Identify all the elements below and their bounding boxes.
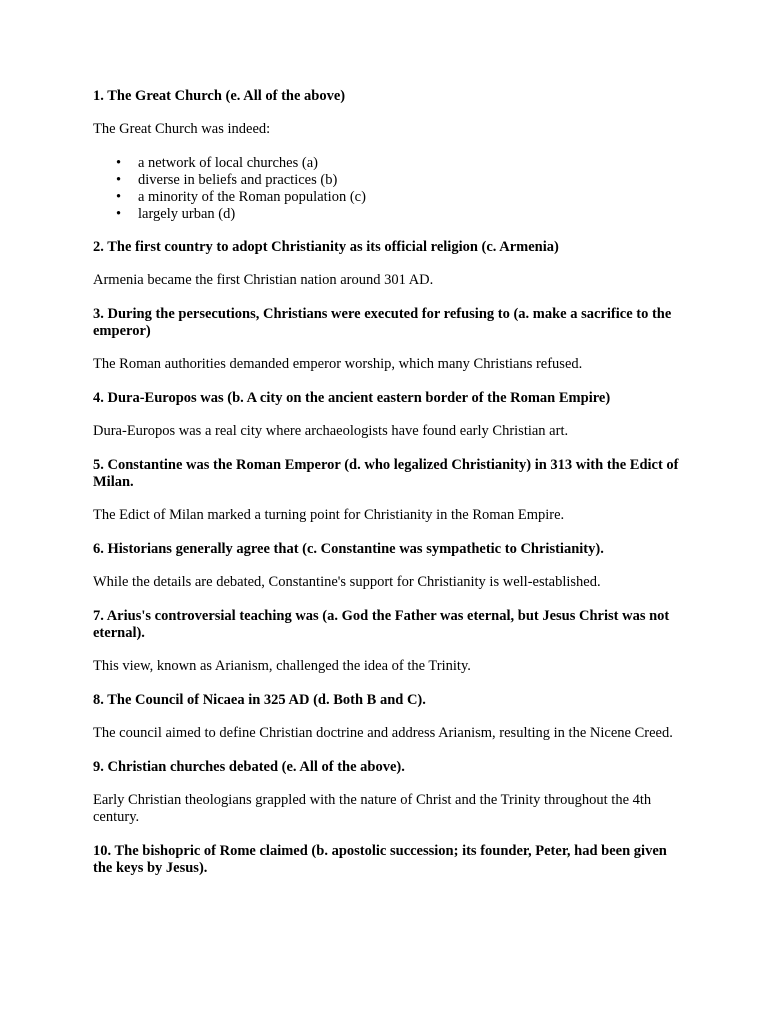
bullet-icon: •: [116, 189, 122, 205]
question-8-answer: The council aimed to define Christian doctrine and address Arianism, resulting in the Nicene Creed.: [93, 725, 673, 741]
list-item: [93, 155, 683, 172]
question-4-heading: 4. Dura-Europos was (b. A city on the ancient eastern border of the Roman Empire): [93, 390, 611, 406]
list-item: [93, 206, 683, 223]
question-9-heading: 9. Christian churches debated (e. All of the above).: [93, 759, 405, 775]
question-2-heading: 2. The first country to adopt Christianity as its official religion (c. Armenia): [93, 239, 559, 255]
question-1-heading: 1. The Great Church (e. All of the above): [93, 88, 346, 104]
document-page: [93, 88, 683, 893]
question-1-answer: The Great Church was indeed:: [93, 121, 271, 137]
question-7-heading: 7. Arius's controversial teaching was (a. God the Father was eternal, but Jesus Christ was not eternal).: [93, 608, 670, 641]
question-8-heading: 8. The Council of Nicaea in 325 AD (d. Both B and C).: [93, 692, 426, 708]
list-item: [93, 172, 683, 189]
question-6-answer: While the details are debated, Constantine's support for Christianity is well-established.: [93, 574, 601, 590]
bullet-icon: •: [116, 206, 122, 222]
list-item-text: largely urban (d): [138, 206, 236, 222]
question-5-answer: The Edict of Milan marked a turning point for Christianity in the Roman Empire.: [93, 507, 565, 523]
question-4-answer: Dura-Europos was a real city where archaeologists have found early Christian art.: [93, 423, 569, 439]
question-10-heading: 10. The bishopric of Rome claimed (b. apostolic succession; its founder, Peter, had been given the keys by Jesus).: [93, 843, 667, 876]
list-item-text: a network of local churches (a): [138, 155, 318, 171]
list-item-text: diverse in beliefs and practices (b): [138, 172, 338, 188]
question-7-answer: This view, known as Arianism, challenged the idea of the Trinity.: [93, 658, 471, 674]
question-2-answer: Armenia became the first Christian nation around 301 AD.: [93, 272, 434, 288]
question-3-heading: 3. During the persecutions, Christians were executed for refusing to (a. make a sacrifice to the emperor): [93, 306, 672, 339]
question-3-answer: The Roman authorities demanded emperor worship, which many Christians refused.: [93, 356, 583, 372]
bullet-icon: •: [116, 172, 122, 188]
list-item-text: a minority of the Roman population (c): [138, 189, 366, 205]
question-1-bullet-list: [93, 155, 683, 223]
question-9-answer: Early Christian theologians grappled with the nature of Christ and the Trinity throughout the 4th century.: [93, 792, 652, 825]
question-6-heading: 6. Historians generally agree that (c. Constantine was sympathetic to Christianity).: [93, 541, 604, 557]
question-5-heading: 5. Constantine was the Roman Emperor (d. who legalized Christianity) in 313 with the Edict of Milan.: [93, 457, 679, 490]
bullet-icon: •: [116, 155, 122, 171]
list-item: [93, 189, 683, 206]
